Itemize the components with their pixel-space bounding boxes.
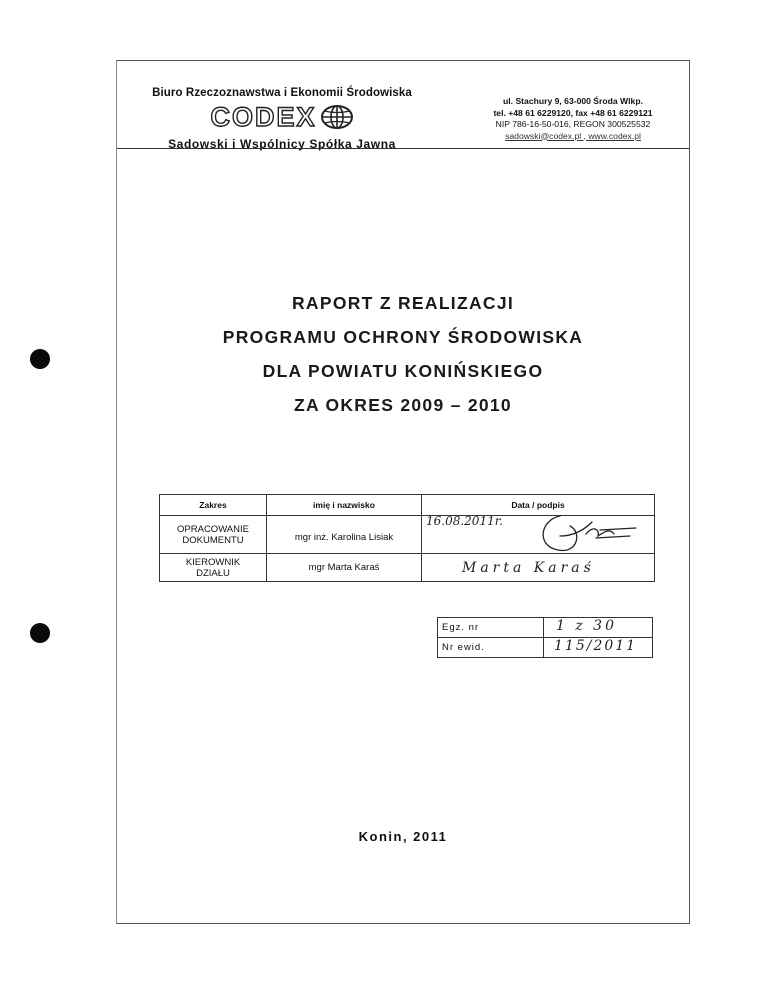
col-date-sign: Data / podpis (422, 495, 655, 516)
place-and-year: Konin, 2011 (358, 829, 448, 844)
title-line-2: PROGRAMU OCHRONY ŚRODOWISKA (222, 327, 584, 347)
handwritten-date: 16.08.2011r. (426, 514, 503, 528)
punch-hole-bottom (30, 623, 50, 643)
phone-fax: tel. +48 61 6229120, fax +48 61 6229121 (493, 107, 653, 118)
table-row (160, 554, 655, 582)
report-title (117, 286, 689, 422)
company-header (117, 87, 447, 151)
address: ul. Stachury 9, 63-000 Środa Wlkp. (503, 96, 643, 106)
header-divider (117, 148, 689, 149)
copy-number-value: 1 z 30 (556, 618, 617, 634)
globe-icon (320, 104, 354, 130)
approval-table (159, 494, 655, 582)
date-signature-cell (422, 516, 655, 554)
title-line-4: ZA OKRES 2009 – 2010 (294, 395, 512, 415)
scope-cell: KIEROWNIK DZIAŁU (160, 554, 267, 582)
copy-record-table (437, 617, 653, 658)
title-line-3: DLA POWIATU KONIŃSKIEGO (262, 361, 544, 381)
email-link[interactable]: sadowski@codex.pl (505, 130, 582, 141)
contact-block (467, 96, 679, 142)
col-name: imię i nazwisko (267, 495, 422, 516)
table-row (160, 516, 655, 554)
record-number-label: Nr ewid. (438, 638, 544, 658)
scope-cell: OPRACOWANIE DOKUMENTU (160, 516, 267, 554)
copy-row (438, 618, 653, 638)
copy-number-cell (544, 618, 653, 638)
logo-wordmark: CODEX (210, 102, 317, 132)
col-scope: Zakres (160, 495, 267, 516)
record-number-cell (544, 638, 653, 658)
handwritten-signature-text: Marta Karaś (462, 560, 595, 576)
name-cell: mgr inż. Karolina Lisiak (267, 516, 422, 554)
document-page (116, 60, 690, 924)
copy-number-label: Egz. nr (438, 618, 544, 638)
link-separator: , (581, 130, 589, 141)
partners-name: Sadowski i Wspólnicy Spółka Jawna (168, 137, 396, 151)
handwritten-signature (530, 512, 640, 556)
website-link[interactable]: www.codex.pl (588, 130, 641, 141)
codex-logo (117, 103, 447, 131)
record-row (438, 638, 653, 658)
contact-links (467, 131, 679, 143)
title-line-1: RAPORT Z REALIZACJI (291, 293, 515, 313)
record-number-value: 115/2011 (554, 638, 638, 654)
date-signature-cell (422, 554, 655, 582)
registry-numbers: NIP 786-16-50-016, REGON 300525532 (495, 119, 651, 129)
punch-hole-top (30, 349, 50, 369)
name-cell: mgr Marta Karaś (267, 554, 422, 582)
firm-name: Biuro Rzeczoznawstwa i Ekonomii Środowiska (152, 87, 412, 99)
